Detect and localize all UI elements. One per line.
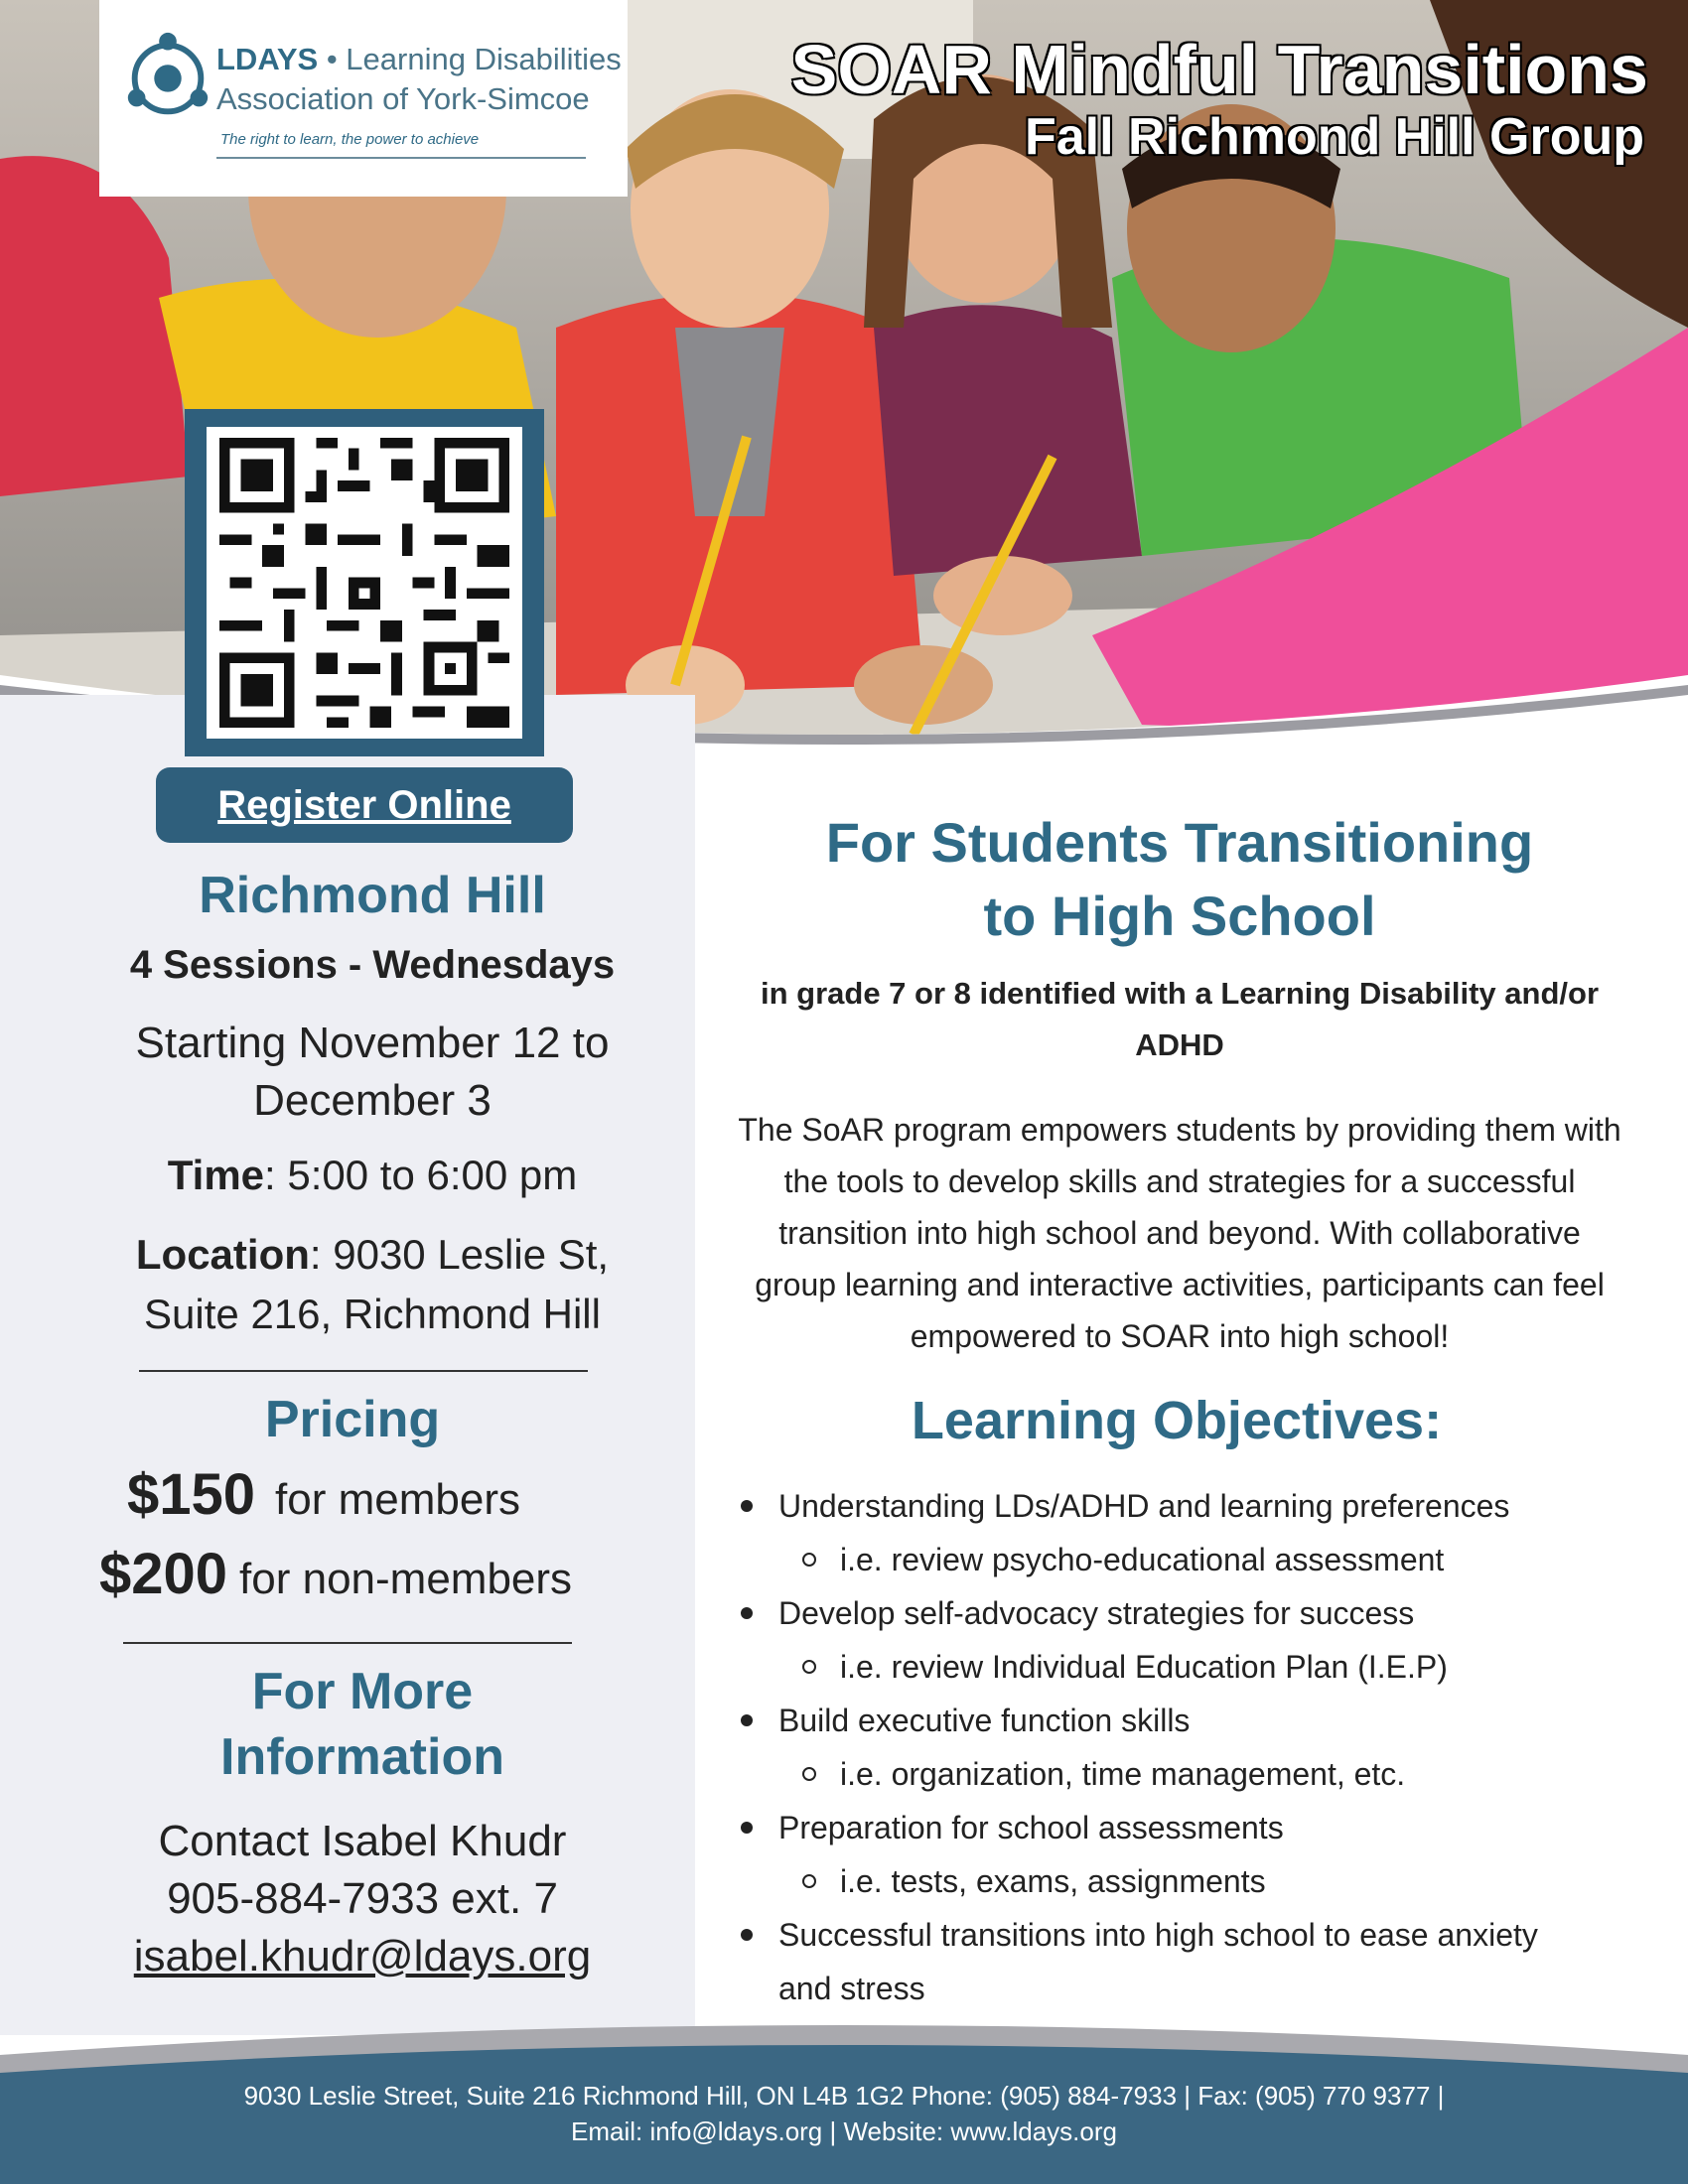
pricing-heading: Pricing xyxy=(264,1391,441,1448)
program-description xyxy=(713,1104,1646,1362)
learning-objectives-heading: Learning Objectives: xyxy=(911,1391,1443,1450)
objective-item: Successful transitions into high school to ease anxiety xyxy=(735,1908,1658,1962)
footer-contact: Email: info@ldays.org | Website: www.ldays.org xyxy=(571,2116,1117,2146)
grade-line-2: ADHD xyxy=(1135,1027,1224,1062)
audience-heading-line-2: to High School xyxy=(983,885,1376,947)
objective-item-continued: and stress xyxy=(778,1971,925,2006)
location-line-1: Location: 9030 Leslie St, xyxy=(135,1231,610,1278)
qr-code-icon xyxy=(207,427,522,739)
objective-item: Understanding LDs/ADHD and learning preferences xyxy=(735,1479,1658,1533)
description-line: transition into high school and beyond. With collaborative xyxy=(778,1215,1581,1251)
register-online-button[interactable]: Register Online xyxy=(156,767,573,843)
description-line: The SoAR program empowers students by providing them with xyxy=(738,1112,1621,1148)
description-line: group learning and interactive activities, participants can feel xyxy=(755,1267,1605,1302)
objective-item: Build executive function skills xyxy=(735,1694,1658,1747)
learning-objectives-list xyxy=(735,1479,1658,2015)
objective-item: Preparation for school assessments xyxy=(735,1801,1658,1854)
dates-line-1: Starting November 12 to xyxy=(135,1019,610,1067)
grade-line-1: in grade 7 or 8 identified with a Learning Disability and/or xyxy=(760,976,1600,1011)
logo-tagline: The right to learn, the power to achieve xyxy=(220,131,480,148)
qr-code-frame xyxy=(185,409,544,756)
objective-item: Develop self-advocacy strategies for success xyxy=(735,1586,1658,1640)
divider xyxy=(123,1642,572,1644)
ldays-logo xyxy=(99,0,628,197)
ldays-logo-icon xyxy=(119,28,216,125)
location-line-2: Suite 216, Richmond Hill xyxy=(144,1291,601,1337)
contact-phone: 905-884-7933 ext. 7 xyxy=(167,1874,558,1923)
objective-subitem: i.e. review psycho-educational assessment xyxy=(735,1533,1658,1586)
qr-code[interactable] xyxy=(207,427,522,739)
description-line: empowered to SOAR into high school! xyxy=(910,1318,1450,1354)
city-heading: Richmond Hill xyxy=(199,867,546,924)
objective-subitem: i.e. organization, time management, etc. xyxy=(735,1747,1658,1801)
grade-eligibility xyxy=(713,968,1646,1071)
footer-address: 9030 Leslie Street, Suite 216 Richmond Hill, ON L4B 1G2 Phone: (905) 884-7933 | Fax: (905) 770 9377 | xyxy=(243,2081,1445,2111)
divider xyxy=(139,1370,588,1372)
audience-heading-line-1: For Students Transitioning xyxy=(825,811,1534,874)
audience-heading xyxy=(713,806,1646,953)
objective-subitem: i.e. tests, exams, assignments xyxy=(735,1854,1658,1908)
page-subtitle: Fall Richmond Hill Group xyxy=(1025,108,1644,166)
contact-email-link[interactable]: isabel.khudr@ldays.org xyxy=(133,1932,592,1980)
objective-subitem: i.e. review Individual Education Plan (I.E.P) xyxy=(735,1640,1658,1694)
price-non-members: $200 for non-members xyxy=(99,1542,573,1606)
page-title: SOAR Mindful Transitions xyxy=(790,31,1648,108)
time-info: Time: 5:00 to 6:00 pm xyxy=(167,1152,578,1198)
sessions-info: 4 Sessions - Wednesdays xyxy=(129,943,616,987)
description-line: the tools to develop skills and strategies for a successful xyxy=(783,1163,1576,1199)
dates-line-2: December 3 xyxy=(253,1076,492,1125)
more-info-heading-line-1: For More xyxy=(251,1663,474,1720)
price-members: $150 for members xyxy=(127,1462,520,1527)
more-info-heading-line-2: Information xyxy=(220,1728,504,1786)
logo-name-line2: Association of York-Simcoe xyxy=(216,81,590,116)
logo-name: LDAYS • Learning Disabilities xyxy=(216,42,622,76)
contact-name: Contact Isabel Khudr xyxy=(158,1817,567,1865)
logo-divider xyxy=(216,157,586,159)
